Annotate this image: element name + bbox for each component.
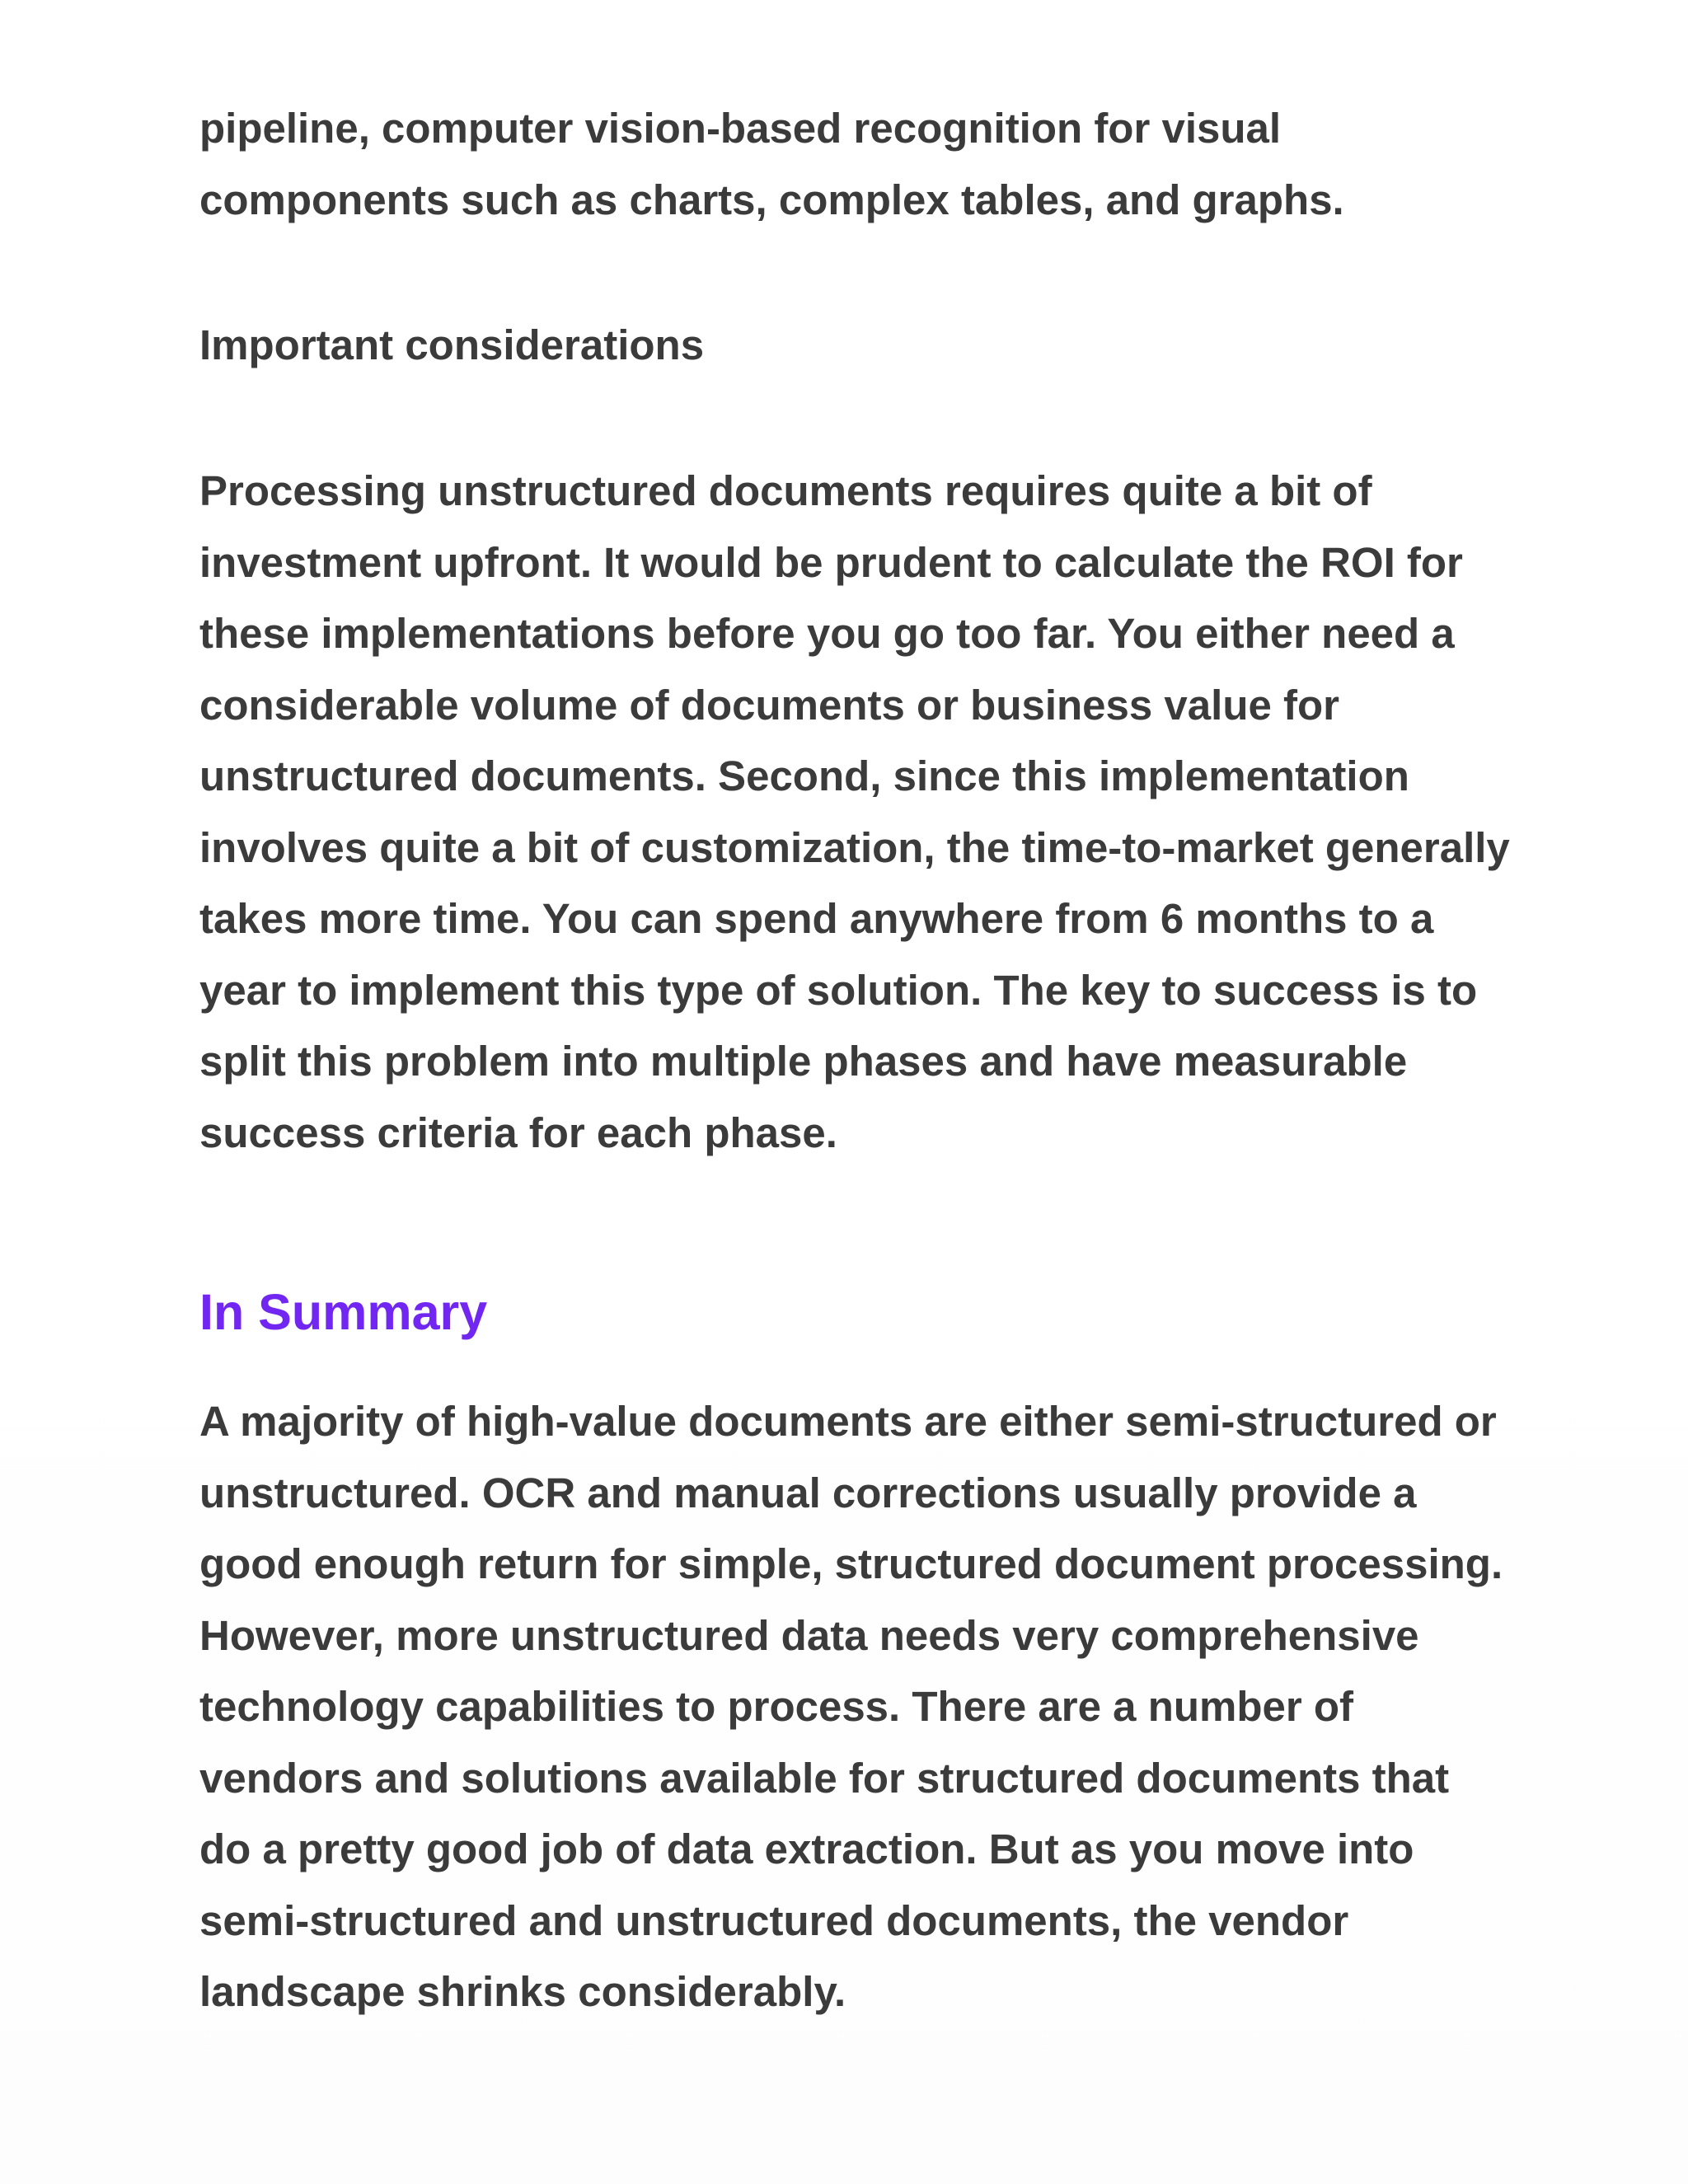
paragraph-line: technology capabilities to process. There are a number of — [199, 1683, 1354, 1730]
paragraph-line: involves quite a bit of customization, the time-to-market generally — [199, 823, 1510, 871]
paragraph-line: considerable volume of documents or business value for — [199, 681, 1340, 729]
paragraph-line: investment upfront. It would be prudent to calculate the ROI for — [199, 538, 1463, 586]
important-considerations-paragraph — [199, 456, 1510, 1169]
paragraph-line: good enough return for simple, structured document processing. — [199, 1540, 1503, 1587]
summary-paragraph — [199, 1386, 1503, 2028]
paragraph-line: components such as charts, complex tables, and graphs. — [199, 176, 1344, 223]
paragraph-line: do a pretty good job of data extraction. But as you move into — [199, 1825, 1414, 1872]
paragraph-line: semi-structured and unstructured documents, the vendor — [199, 1896, 1349, 1944]
paragraph-line: pipeline, computer vision-based recognition for visual — [199, 105, 1282, 152]
paragraph-line: Processing unstructured documents requires quite a bit of — [199, 467, 1372, 514]
paragraph-line: A majority of high-value documents are either semi-structured or — [199, 1398, 1497, 1445]
paragraph-line: vendors and solutions available for structured documents that — [199, 1754, 1450, 1802]
paragraph-line: landscape shrinks considerably. — [199, 1968, 846, 2015]
paragraph-line: unstructured documents. Second, since this implementation — [199, 752, 1409, 799]
paragraph-line: split this problem into multiple phases and have measurable — [199, 1038, 1408, 1085]
paragraph-line: success criteria for each phase. — [199, 1108, 837, 1156]
paragraph-line: unstructured. OCR and manual corrections usually provide a — [199, 1469, 1417, 1516]
paragraph-line: year to implement this type of solution. The key to success is to — [199, 966, 1478, 1014]
paragraph-line: these implementations before you go too far. You either need a — [199, 610, 1455, 657]
paragraph-line: takes more time. You can spend anywhere from 6 months to a — [199, 895, 1434, 942]
important-considerations-heading: Important considerations — [199, 321, 705, 368]
paragraph-line: However, more unstructured data needs very comprehensive — [199, 1611, 1419, 1659]
in-summary-heading: In Summary — [199, 1284, 488, 1340]
intro-continuation-paragraph — [199, 93, 1344, 236]
